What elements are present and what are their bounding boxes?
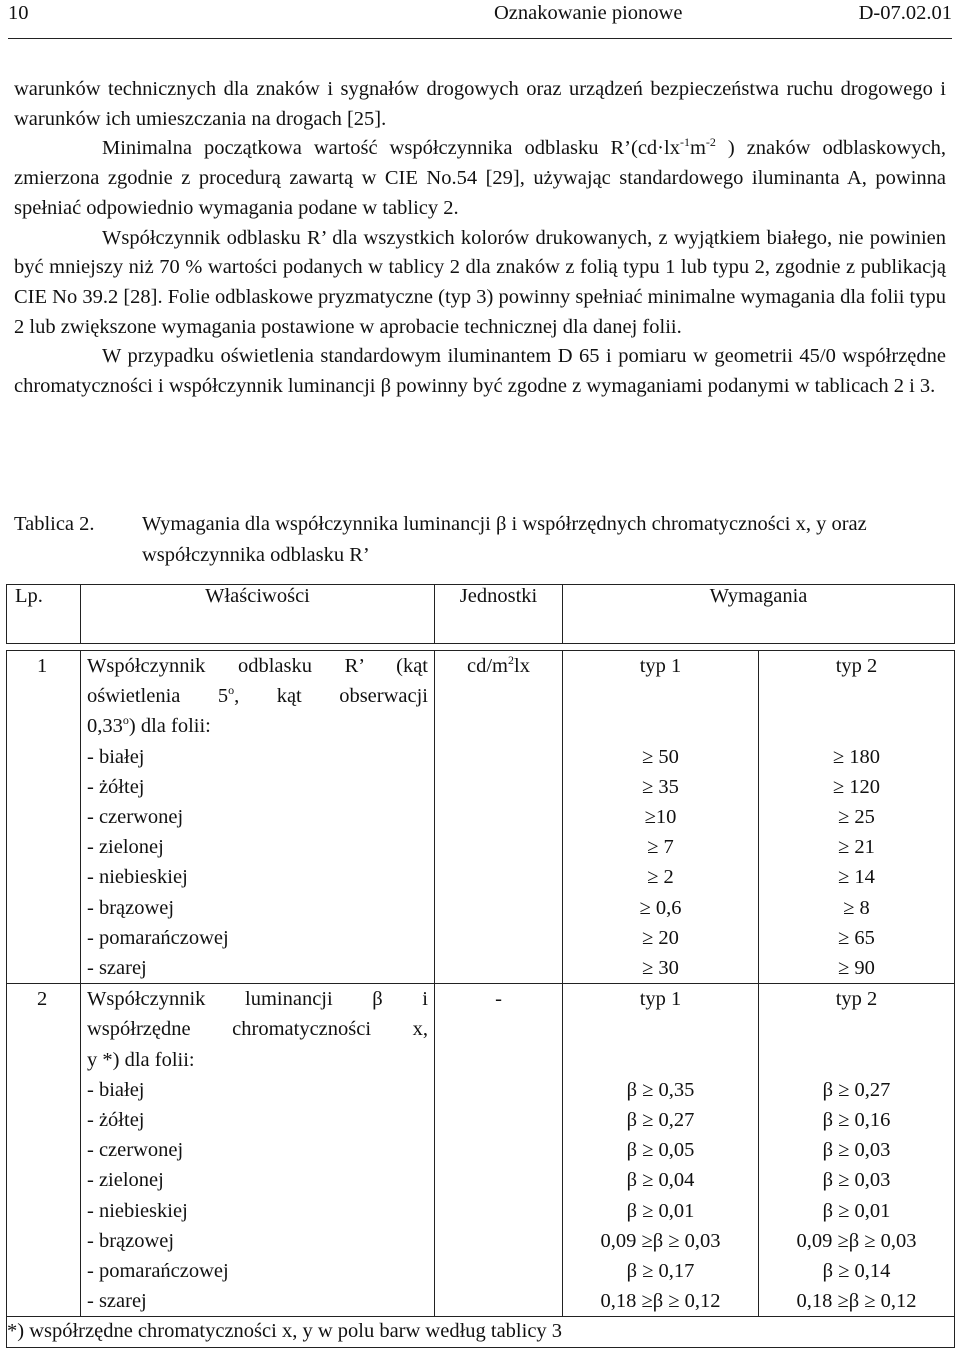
value-cell: ≥ 2 — [647, 866, 674, 889]
value-cell: ≥ 0,6 — [639, 896, 682, 919]
color-item: - brązowej — [87, 896, 175, 919]
value-cell: ≥ 90 — [838, 957, 875, 980]
value-cell: ≥10 — [644, 806, 677, 829]
color-item: - pomarańczowej — [87, 1260, 229, 1283]
table-footnote: *) współrzędne chromatyczności x, y w polu barw według tablicy 3 — [7, 1317, 955, 1348]
color-item: - szarej — [87, 957, 147, 980]
value-cell: ≥ 65 — [838, 926, 875, 949]
color-item: - niebieskiej — [87, 1199, 188, 1222]
value-cell: β ≥ 0,27 — [626, 1109, 695, 1132]
paragraph-3: Współczynnik odblasku R’ dla wszystkich kolorów drukowanych, z wyjątkiem białego, nie powinien być mniejszy niż 70 % wartości podanych w tablicy 2 dla znaków z folią typu 1 lub typu 2, zgodnie z publikacją CIE No 39.2 [28]. Folie odblaskowe pryzmatyczne (typ 3) powinny spełniać minimalne wymagania dla folii typu 2 lub zwiększone wymagania postawione w aprobacie technicznej dla danej folii. — [14, 226, 946, 338]
row-unit: $cd/m^2lx$ — [435, 651, 563, 984]
color-item: - żółtej — [87, 775, 145, 798]
header-lp: Lp. — [7, 585, 81, 644]
value-cell: 0,09 ≥β ≥ 0,03 — [796, 1229, 917, 1252]
type2-values: typ 2 β ≥ 0,27 β ≥ 0,16 β ≥ 0,03 β ≥ 0,03 β ≥ 0,01 0,09 ≥β ≥ 0,03 β ≥ 0,14 0,18 ≥β ≥ 0,12 — [759, 984, 955, 1317]
type2-values: typ 2 ≥ 180 ≥ 120 ≥ 25 ≥ 21 ≥ 14 ≥ 8 ≥ 65 ≥ 90 — [759, 651, 955, 984]
color-list — [87, 1075, 428, 1317]
value-cell: β ≥ 0,01 — [822, 1199, 891, 1222]
table-gap-row — [7, 644, 955, 651]
value-cell: 0,18 ≥β ≥ 0,12 — [796, 1290, 917, 1313]
row-number: 1 — [7, 651, 81, 984]
paragraph-2: Minimalna początkowa wartość współczynnika odblasku $R’(cd\cdot lx^{-1}m^{-2}$ ) znaków odblaskowych, zmierzona zgodnie z procedurą zawartą w CIE No.54 [29], używając standardowego iluminanta A, powinna spełniać odpowiednio wymagania podane w tablicy 2. — [14, 135, 946, 219]
page-header — [8, 0, 952, 34]
color-item: - czerwonej — [87, 1139, 184, 1162]
value-cell: β ≥ 0,01 — [626, 1199, 695, 1222]
paragraph-4: W przypadku oświetlenia standardowym iluminantem D 65 i pomiaru w geometrii 45/0 współrzędne chromatyczności i współczynnik luminancji β powinny być zgodne z wymaganiami podanymi w tablicach 2 i 3. — [14, 345, 946, 398]
color-item: - szarej — [87, 1290, 147, 1313]
value-cell: ≥ 35 — [642, 775, 679, 798]
value-cell: β ≥ 0,35 — [626, 1078, 695, 1101]
value-cell: ≥ 50 — [642, 745, 679, 768]
value-cell: β ≥ 0,04 — [626, 1169, 695, 1192]
requirements-table — [6, 584, 955, 1348]
color-item: - białej — [87, 745, 145, 768]
value-cell: β ≥ 0,03 — [822, 1139, 891, 1162]
color-item: - zielonej — [87, 1169, 164, 1192]
row-property: Współczynnik odblasku R’ (kąt oświetlenia 5$^o$, kąt obserwacji 0,33$^o$) dla folii: - białej - żółtej - czerwonej - zielonej - niebieskiej - brązowej - pomarańczowej - szarej — [81, 651, 435, 984]
table-row — [7, 651, 955, 984]
row-unit: - — [435, 984, 563, 1317]
header-requirements: Wymagania — [563, 585, 955, 644]
value-cell: ≥ 8 — [843, 896, 870, 919]
table-footnote-row — [7, 1317, 955, 1348]
value-cell: β ≥ 0,16 — [822, 1109, 891, 1132]
value-cell: β ≥ 0,05 — [626, 1139, 695, 1162]
value-cell: ≥ 20 — [642, 926, 679, 949]
caption-text: Wymagania dla współczynnika luminancji β i współrzędnych chromatyczności x, y oraz współczynnika odblasku R’ — [142, 513, 867, 566]
value-cell: ≥ 21 — [838, 836, 875, 859]
color-item: - zielonej — [87, 836, 164, 859]
color-item: - brązowej — [87, 1229, 175, 1252]
value-cell: ≥ 14 — [838, 866, 875, 889]
type1-values: typ 1 β ≥ 0,35 β ≥ 0,27 β ≥ 0,05 β ≥ 0,04 β ≥ 0,01 0,09 ≥β ≥ 0,03 β ≥ 0,17 0,18 ≥β ≥ 0,12 — [563, 984, 759, 1317]
color-item: - czerwonej — [87, 806, 184, 829]
paragraph-1: warunków technicznych dla znaków i sygnałów drogowych oraz urządzeń bezpieczeństwa ruchu drogowego i warunków ich umieszczania na drogach [25]. — [14, 78, 946, 130]
value-cell: ≥ 30 — [642, 957, 679, 980]
header-title: Oznakowanie pionowe — [494, 2, 683, 24]
color-item: - żółtej — [87, 1109, 145, 1132]
caption-label: Tablica 2. — [14, 513, 95, 535]
value-cell: ≥ 25 — [838, 806, 875, 829]
row-property: Współczynnik luminancji β i współrzędne chromatyczności x, y *) dla folii: - białej - żółtej - czerwonej - zielonej - niebieskiej - brązowej - pomarańczowej - szarej — [81, 984, 435, 1317]
table-header-row — [7, 585, 955, 644]
value-cell: ≥ 120 — [832, 775, 881, 798]
value-cell: 0,09 ≥β ≥ 0,03 — [600, 1229, 721, 1252]
header-rule — [8, 38, 952, 39]
value-cell: β ≥ 0,03 — [822, 1169, 891, 1192]
body-text — [14, 75, 946, 402]
document-code: D-07.02.01 — [858, 2, 952, 24]
type1-values: typ 1 ≥ 50 ≥ 35 ≥10 ≥ 7 ≥ 2 ≥ 0,6 ≥ 20 ≥ 30 — [563, 651, 759, 984]
table-row — [7, 984, 955, 1317]
color-item: - białej — [87, 1078, 145, 1101]
page-number: 10 — [8, 2, 29, 24]
header-properties: Właściwości — [81, 585, 435, 644]
value-cell: β ≥ 0,27 — [822, 1078, 891, 1101]
value-cell: 0,18 ≥β ≥ 0,12 — [600, 1290, 721, 1313]
value-cell: ≥ 180 — [832, 745, 881, 768]
row-number: 2 — [7, 984, 81, 1317]
color-list — [87, 742, 428, 984]
color-item: - niebieskiej — [87, 866, 188, 889]
color-item: - pomarańczowej — [87, 926, 229, 949]
value-cell: β ≥ 0,17 — [626, 1260, 695, 1283]
value-cell: β ≥ 0,14 — [822, 1260, 891, 1283]
value-cell: ≥ 7 — [647, 836, 674, 859]
header-units: Jednostki — [435, 585, 563, 644]
